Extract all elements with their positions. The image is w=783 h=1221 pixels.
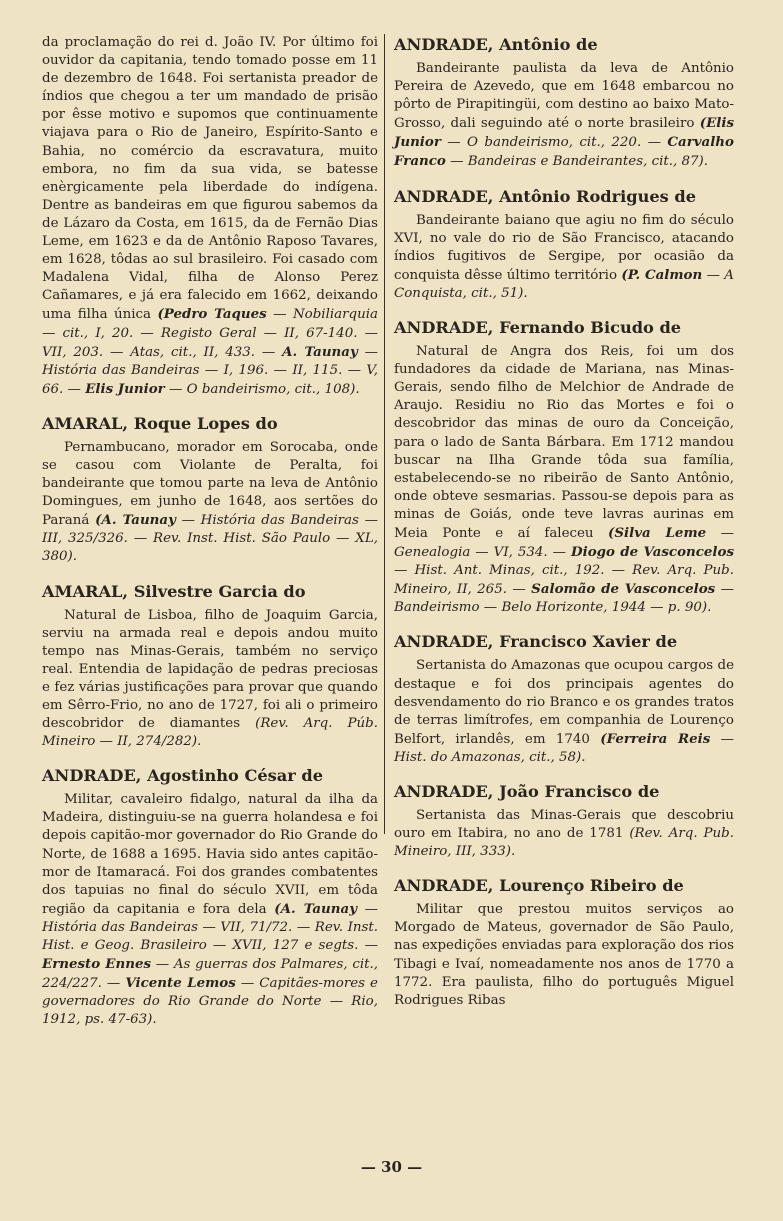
entry-text: da proclamação do rei d. João IV. Por último foi ouvidor da capitania, tendo tomado posse em 11 de dezembro de 1648. Foi sertanista preador de índios que chegou a ter um mandado de prisão por êsse motivo e supomos que continuamente viajava para o Rio de Janeiro, Espírito-Santo e Bahia, no comércio da escravatura, muito embora, no fim da sua vida, se batesse enèrgicamente pela liberdade do indígena. Dentre as bandeiras em que figurou sabemos da de Lázaro da Costa, em 1615, da de Fernão Dias Leme, em 1623 e da de Antônio Raposo Tavares, em 1628, tôdas ao sul brasileiro. Foi casado com Madalena Vidal, filha de Alonso Perez Cañamares, e já era falecido em 1662, deixando uma filha única: [42, 35, 378, 323]
entry-given-name: Roque Lopes do: [133, 413, 278, 433]
ref-citation: (Rev. Arq. Púb. Mineiro — II, 274/282).: [42, 716, 378, 750]
entry-surname: ANDRADE,: [394, 186, 494, 206]
ref-author: Ernesto Ennes: [42, 956, 152, 973]
entry-heading: [394, 781, 734, 803]
ref-citation: — Hist. Ant. Minas, cit., 192. — Rev. Arq. Pub. Mineiro, II, 265. —: [394, 563, 734, 598]
ref-citation: — As guerras dos Palmares, cit., 224/227. —: [42, 957, 378, 992]
entry-andrade-joao: [394, 781, 734, 861]
entry-surname: ANDRADE,: [394, 876, 494, 896]
entry-given-name: Francisco Xavier de: [499, 632, 678, 652]
entry-heading: [394, 875, 734, 897]
entry-surname: ANDRADE,: [394, 35, 494, 54]
entry-continuation: [42, 34, 378, 399]
entry-heading: [394, 186, 734, 208]
ref-author: (P. Calmon: [621, 266, 703, 283]
ref-citation: — Nobiliarquia — cit., I, 20. — Registo Geral — II, 67-140. — VII, 203. — Atas, cit., II, 433. —: [42, 307, 379, 360]
entry-text: Sertanista das Minas-Gerais que descobriu ouro em Itabira, no ano de 1781: [394, 808, 734, 842]
entry-andrade-fernando: [394, 317, 734, 617]
entry-heading: [42, 413, 378, 435]
entry-andrade-antonio: [394, 34, 734, 172]
entry-andrade-francisco: [394, 631, 734, 767]
ref-citation: — História das Bandeiras — VII, 71/72. — Rev. Inst. Hist. e Geog. Brasileiro — XVII, 127 e segts. —: [42, 901, 379, 954]
entry-text: Bandeirante paulista da leva de Antônio Pereira de Azevedo, que em 1648 embarcou no pôrto de Pirapitingüi, com destino ao baixo Mato-Grosso, dali seguindo até o norte brasileiro: [394, 61, 734, 132]
right-column: [394, 34, 734, 1024]
ref-author: Vicente Lemos: [125, 975, 236, 992]
ref-author: (A. Taunay: [274, 900, 357, 917]
ref-citation: — O bandeirismo, cit., 220. —: [447, 135, 661, 151]
ref-citation: — O bandeirismo, cit., 108).: [168, 381, 360, 397]
entry-surname: ANDRADE,: [394, 782, 494, 801]
entry-text: Sertanista do Amazonas que ocupou cargos de destaque e foi dos principais agentes do desvendamento do rio Branco e os grandes tratos de terras limítrofes, em companhia de Lourenço Belfort, irlandês, em 1740: [394, 658, 734, 747]
ref-citation: — História das Bandeiras — I, 196. — II, 115. — V, 66. —: [42, 344, 378, 397]
ref-author: (A. Taunay: [95, 512, 176, 529]
entry-text: Militar, cavaleiro fidalgo, natural da ilha da Madeira, distinguiu-se na guerra holandesa e foi depois capitão-mor governador do Rio Grande do Norte, de 1688 a 1695. Havia sido antes capitão-mor de Itamaracá. Foi dos grandes combatentes dos tapuias no final do século XVII, em tôda região da capitania e fora dela: [42, 792, 378, 917]
entry-given-name: Lourenço Ribeiro de: [499, 876, 684, 896]
ref-author: Carvalho Franco: [394, 134, 734, 170]
entry-text: Pernambucano, morador em Sorocaba, onde se casou com Violante de Peralta, foi bandeirante que tomou parte na leva de Antônio Domingues, em junho de 1648, aos sertões do Paraná: [42, 439, 378, 529]
entry-text: Bandeirante baiano que agiu no fim do século XVI, no vale do rio de São Francisco, atacando índios fugitivos de Sergipe, por ocasião da conquista dêsse último território: [394, 212, 734, 283]
ref-citation: — História das Bandeiras — III, 325/326. — Rev. Inst. Hist. São Paulo — XL, 380).: [42, 513, 378, 565]
entry-text: Natural de Angra dos Reis, foi um dos fundadores da cidade de Mariana, nas Minas-Gerais, sendo filho de Melchior de Andrade de Araujo. Residiu no Rio das Mortes e foi o descobridor das minas de ouro da Conceição, para o lado de Santa Bárbara. Em 1712 mandou buscar na Ilha Grande tôda sua família, estabelecendo-se no ribeirão de Santo Antônio, onde obteve sesmarias. Passou-se depois para as minas de Goiás, onde teve lavras aurinas em Meia Ponte e aí faleceu: [394, 344, 734, 541]
page-number: — 30 —: [360, 1158, 423, 1176]
ref-citation: — Bandeiras e Bandeirantes, cit., 87).: [450, 154, 709, 170]
entry-given-name: Antônio Rodrigues de: [499, 186, 697, 206]
entry-surname: ANDRADE,: [394, 632, 494, 652]
ref-author: A. Taunay: [282, 343, 358, 360]
entry-heading: [394, 317, 734, 339]
entry-andrade-agostinho: [42, 765, 378, 1029]
entry-heading: [394, 34, 734, 56]
entry-surname: ANDRADE,: [394, 318, 494, 338]
ref-citation: — Genealogia — VI, 534. —: [394, 525, 734, 561]
entry-heading: [394, 631, 734, 653]
entry-surname: AMARAL,: [42, 581, 129, 601]
entry-heading: [42, 581, 378, 603]
entry-given-name: Agostinho César de: [147, 766, 324, 786]
ref-citation: — Bandeirismo — Belo Horizonte, 1944 — p. 90).: [394, 582, 734, 616]
ref-author: (Ferreira Reis: [600, 730, 711, 747]
entry-amaral-roque: [42, 413, 378, 567]
entry-andrade-antonio-rodrigues: [394, 186, 734, 303]
entry-given-name: Fernando Bicudo de: [499, 318, 682, 338]
ref-citation: — Capitães-mores e governadores do Rio Grande do Norte — Rio, 1912, ps. 47-63).: [42, 976, 378, 1028]
ref-author: Elis Junior: [85, 380, 165, 397]
entry-surname: ANDRADE,: [42, 766, 142, 786]
left-column: [42, 34, 378, 1044]
ref-citation: (Rev. Arq. Pub. Mineiro, III, 333).: [394, 826, 734, 860]
ref-author: (Silva Leme: [608, 524, 707, 541]
entry-heading: [42, 765, 378, 787]
entry-text: Militar que prestou muitos serviços ao Morgado de Mateus, governador de São Paulo, nas expedições enviadas para exploração dos rios Tibagi e Ivaí, nomeadamente nos anos de 1770 a 1772. Era paulista, filho do português Miguel Rodrigues Ribas: [394, 902, 734, 1008]
entry-given-name: Antônio de: [499, 35, 598, 54]
ref-author: Salomão de Vasconcelos: [531, 581, 716, 598]
column-divider: [384, 34, 385, 834]
ref-author: Diogo de Vasconcelos: [571, 544, 734, 561]
entry-amaral-silvestre: [42, 581, 378, 752]
entry-andrade-lourenco: [394, 875, 734, 1010]
ref-author: (Elis Junior: [394, 115, 734, 151]
ref-author: (Pedro Taques: [157, 306, 267, 323]
ref-citation: — A Conquista, cit., 51).: [394, 267, 734, 301]
entry-given-name: João Francisco de: [499, 782, 660, 801]
entry-given-name: Silvestre Garcia do: [133, 581, 306, 601]
ref-citation: — Hist. do Amazonas, cit., 58).: [394, 731, 734, 765]
entry-text: Natural de Lisboa, filho de Joaquim Garcia, serviu na armada real e depois andou muito tempo nas Minas-Gerais, também no serviço real. Entendia de lapidação de pedras preciosas e fez várias justificações para provar que quando em Sêrro-Frio, no ano de 1727, foi ali o primeiro descobridor de diamantes: [42, 607, 378, 732]
entry-surname: AMARAL,: [42, 413, 129, 433]
